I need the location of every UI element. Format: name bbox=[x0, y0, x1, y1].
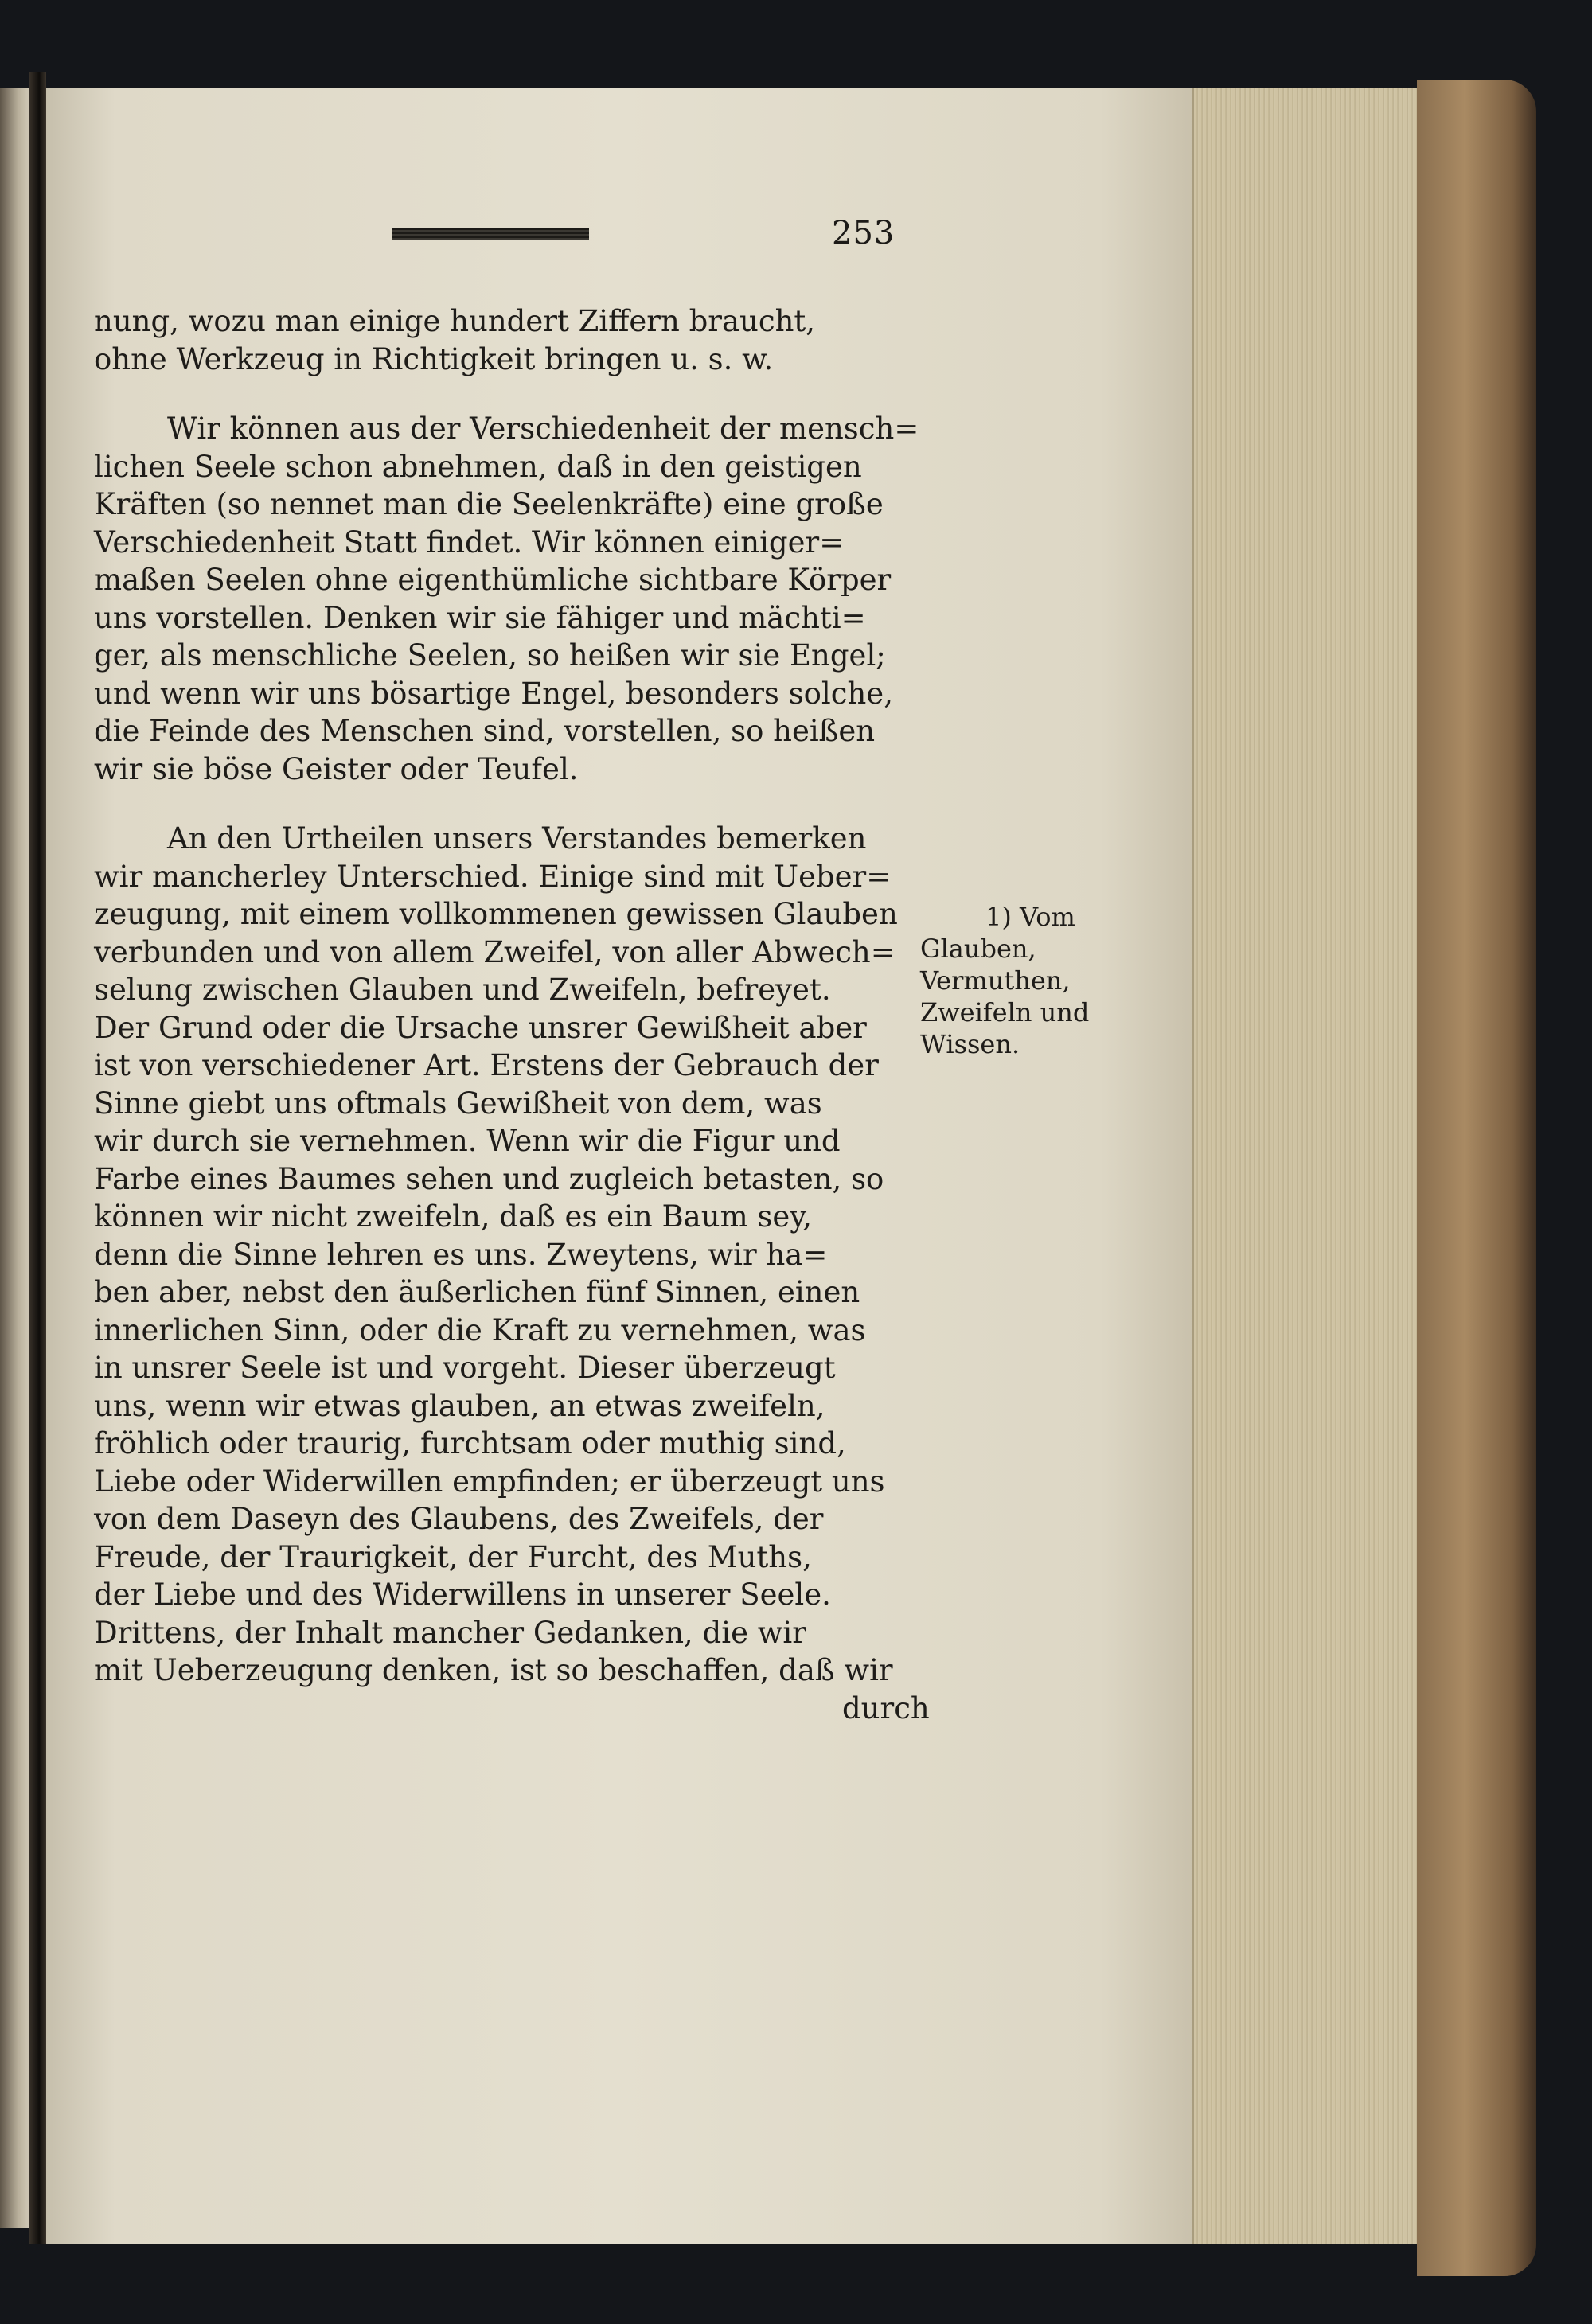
text-line: wir sie böse Geister oder Teufel. bbox=[94, 751, 579, 786]
paragraph-gap bbox=[94, 788, 930, 820]
text-line: Farbe eines Baumes sehen und zugleich betasten, so bbox=[94, 1161, 884, 1196]
margin-note-line: Wissen. bbox=[920, 1029, 1020, 1059]
text-line: ist von verschiedener Art. Erstens der Gebrauch der bbox=[94, 1048, 879, 1082]
text-line: und wenn wir uns bösartige Engel, besonders solche, bbox=[94, 676, 893, 711]
text-line: wir mancherley Unterschied. Einige sind mit Ueber= bbox=[94, 859, 892, 894]
text-line: Kräften (so nennet man die Seelenkräfte) eine große bbox=[94, 487, 884, 521]
margin-note-line: Zweifeln und bbox=[920, 997, 1090, 1027]
header-rule bbox=[392, 228, 589, 240]
book-gutter bbox=[29, 72, 46, 2244]
margin-note bbox=[920, 901, 1119, 1060]
text-line: lichen Seele schon abnehmen, daß in den geistigen bbox=[94, 449, 862, 484]
text-line: zeugung, mit einem vollkommenen gewissen Glauben bbox=[94, 897, 898, 931]
text-line: Verschiedenheit Statt findet. Wir können einiger= bbox=[94, 524, 845, 560]
text-line: verbunden und von allem Zweifel, von aller Abwech= bbox=[94, 934, 896, 969]
margin-note-line: Vermuthen, bbox=[920, 965, 1071, 996]
book-cover-edge bbox=[1417, 80, 1536, 2276]
text-line: nung, wozu man einige hundert Ziffern braucht, bbox=[94, 304, 816, 338]
text-line: können wir nicht zweifeln, daß es ein Baum sey, bbox=[94, 1199, 813, 1234]
margin-note-line: 1) Vom bbox=[985, 902, 1075, 932]
text-line: Drittens, der Inhalt mancher Gedanken, die wir bbox=[94, 1615, 806, 1650]
text-line: in unsrer Seele ist und vorgeht. Dieser überzeugt bbox=[94, 1351, 836, 1385]
catchword: durch bbox=[842, 1690, 930, 1725]
text-line: Der Grund oder die Ursache unsrer Gewißheit aber bbox=[94, 1010, 867, 1045]
paragraph-gap bbox=[94, 378, 930, 410]
text-line: ohne Werkzeug in Richtigkeit bringen u. s. w. bbox=[94, 341, 774, 376]
body-text bbox=[94, 302, 930, 1727]
text-line: mit Ueberzeugung denken, ist so beschaffen, daß wir bbox=[94, 1653, 893, 1687]
text-line: uns, wenn wir etwas glauben, an etwas zweifeln, bbox=[94, 1388, 825, 1423]
page-block-edges bbox=[1192, 88, 1433, 2244]
text-line: selung zwischen Glauben und Zweifeln, befreyet. bbox=[94, 973, 831, 1007]
text-line: innerlichen Sinn, oder die Kraft zu vernehmen, was bbox=[94, 1312, 866, 1347]
text-line: von dem Daseyn des Glaubens, des Zweifels, der bbox=[94, 1502, 824, 1536]
text-line: uns vorstellen. Denken wir sie fähiger und mächti= bbox=[94, 600, 866, 635]
page-number: 253 bbox=[832, 215, 896, 252]
text-line: die Feinde des Menschen sind, vorstellen, so heißen bbox=[94, 714, 876, 748]
text-line: denn die Sinne lehren es uns. Zweytens, wir ha= bbox=[94, 1237, 828, 1272]
text-line: An den Urtheilen unsers Verstandes bemerken bbox=[167, 821, 867, 856]
text-line: ger, als menschliche Seelen, so heißen wir sie Engel; bbox=[94, 638, 886, 673]
text-line: der Liebe und des Widerwillens in unserer Seele. bbox=[94, 1577, 831, 1612]
text-line: ben aber, nebst den äußerlichen fünf Sinnen, einen bbox=[94, 1275, 860, 1309]
text-line: Freude, der Traurigkeit, der Furcht, des Muths, bbox=[94, 1539, 812, 1574]
text-line: wir durch sie vernehmen. Wenn wir die Figur und bbox=[94, 1124, 841, 1158]
text-line: fröhlich oder traurig, furchtsam oder muthig sind, bbox=[94, 1426, 846, 1460]
text-line: Sinne giebt uns oftmals Gewißheit von dem, was bbox=[94, 1086, 822, 1121]
text-line: maßen Seelen ohne eigenthümliche sichtbare Körper bbox=[94, 563, 892, 597]
margin-note-line: Glauben, bbox=[920, 934, 1036, 964]
text-line: Liebe oder Widerwillen empfinden; er überzeugt uns bbox=[94, 1464, 885, 1499]
text-line: Wir können aus der Verschiedenheit der mensch= bbox=[167, 411, 919, 446]
